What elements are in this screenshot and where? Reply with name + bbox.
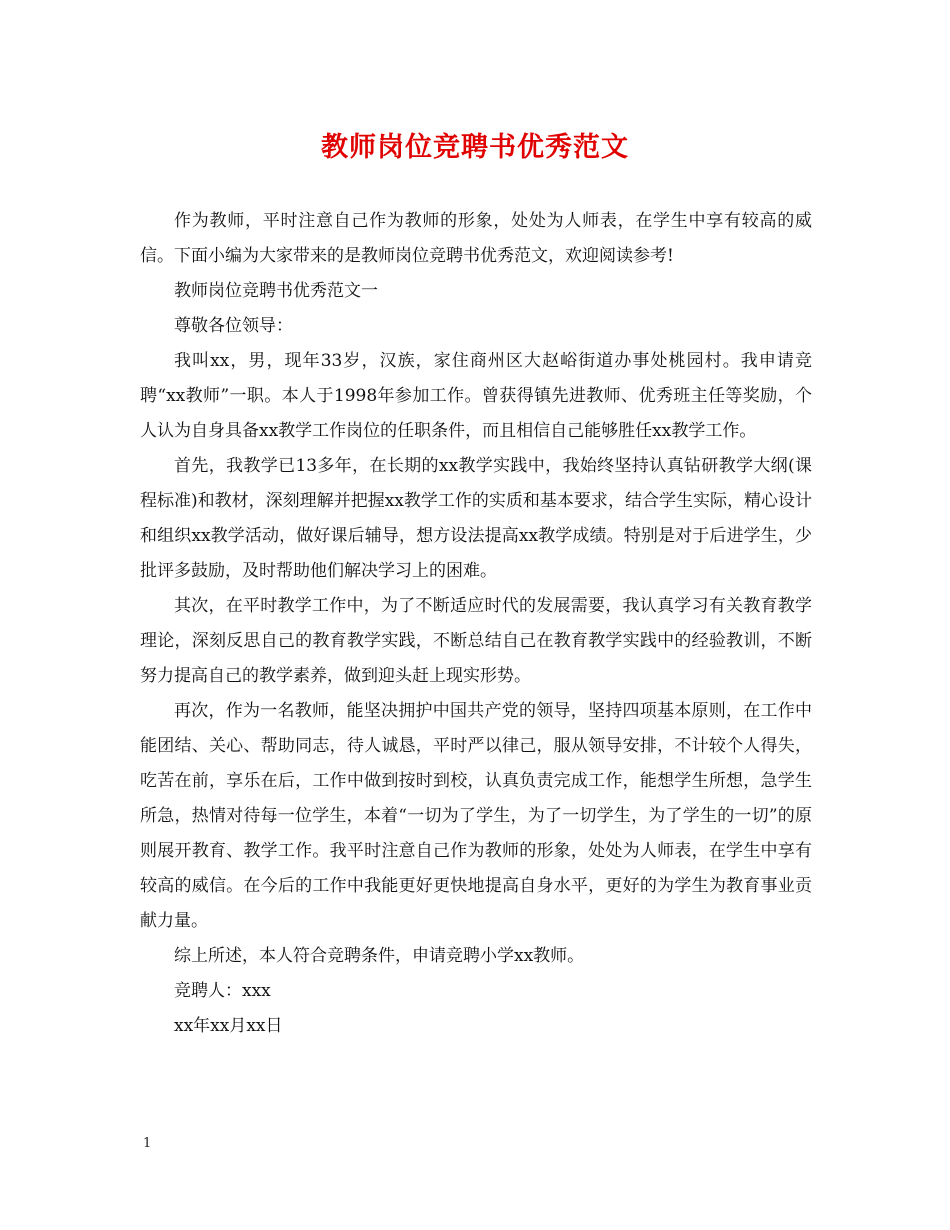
signature-date: xx年xx月xx日 [174, 1016, 283, 1036]
body-paragraph: 首先，我教学已13多年，在长期的xx教学实践中，我始终坚持认真钻研教学大纲(课程标准)和教材，深刻理解并把握xx教学工作的实质和基本要求，结合学生实际，精心设计和组织xx教学活动，做好课后辅导，想方设法提高xx教学成绩。特别是对于后进学生，少批评多鼓励，及时帮助他们解决学习上的困难。 [140, 456, 812, 581]
body-paragraph: 再次，作为一名教师，能坚决拥护中国共产党的领导，坚持四项基本原则，在工作中能团结、关心、帮助同志，待人诚恳，平时严以律己，服从领导安排，不计较个人得失，吃苦在前，享乐在后，工作中做到按时到校，认真负责完成工作，能想学生所想，急学生所急，热情对待每一位学生，本着“一切为了学生，为了一切学生，为了学生的一切”的原则展开教育、教学工作。我平时注意自己作为教师的形象，处处为人师表，在学生中享有较高的威信。在今后的工作中我能更好更快地提高自身水平，更好的为学生为教育事业贡献力量。 [140, 701, 812, 931]
body-paragraph: 其次，在平时教学工作中，为了不断适应时代的发展需要，我认真学习有关教育教学理论，深刻反思自己的教育教学实践，不断总结自己在教育教学实践中的经验教训，不断努力提高自己的教学素养，做到迎头赶上现实形势。 [140, 596, 812, 686]
section-heading: 教师岗位竞聘书优秀范文一 [174, 281, 378, 301]
body-paragraph: 我叫xx，男，现年33岁，汉族，家住商州区大赵峪街道办事处桃园村。我申请竞聘“xx教师”一职。本人于1998年参加工作。曾获得镇先进教师、优秀班主任等奖励，个人认为自身具备xx教学工作岗位的任职条件，而且相信自己能够胜任xx教学工作。 [140, 351, 812, 441]
page-number: 1 [143, 1136, 152, 1151]
intro-paragraph: 作为教师，平时注意自己作为教师的形象，处处为人师表，在学生中享有较高的威信。下面小编为大家带来的是教师岗位竞聘书优秀范文，欢迎阅读参考! [140, 211, 812, 266]
salutation: 尊敬各位领导： [174, 316, 293, 336]
document-body [140, 204, 812, 1044]
signature-name: 竞聘人：xxx [174, 981, 271, 1001]
document-title: 教师岗位竞聘书优秀范文 [321, 132, 629, 163]
conclusion-paragraph: 综上所述，本人符合竞聘条件，申请竞聘小学xx教师。 [174, 946, 585, 966]
